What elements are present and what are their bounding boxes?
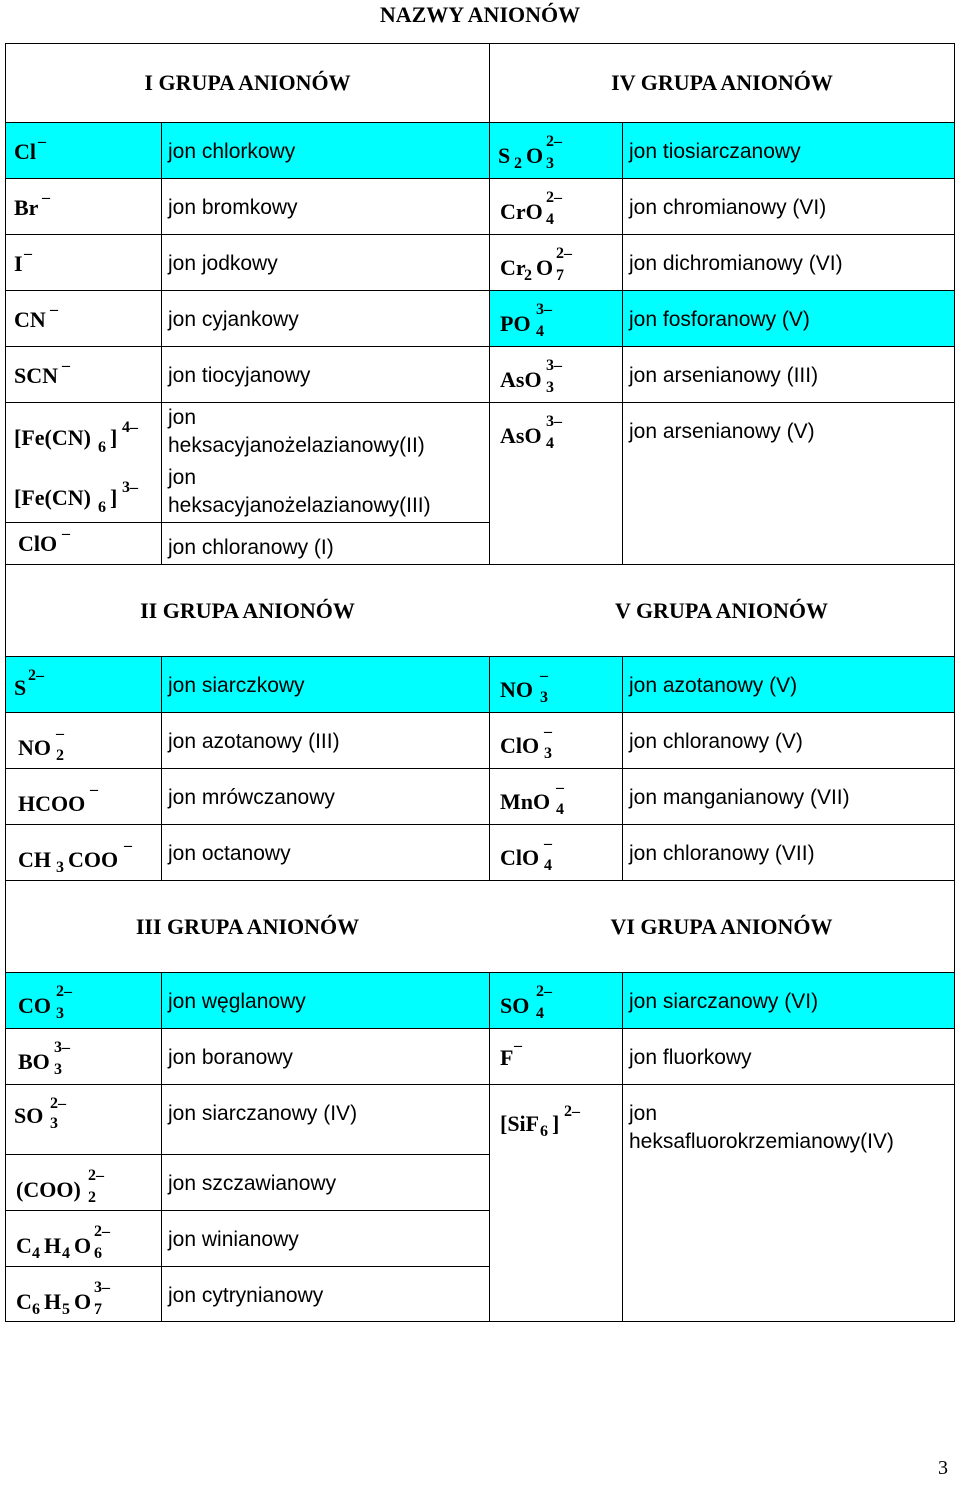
anion-name: jon chromianowy (VI) <box>629 196 827 219</box>
g2-row2-name-cell <box>161 712 489 768</box>
subscript: 3 <box>546 155 554 172</box>
g1-row4-formula-cell <box>6 290 161 346</box>
formula: S <box>498 143 511 168</box>
subscript: 6 <box>98 499 106 516</box>
formula: PO <box>500 311 531 336</box>
subscript: 6 <box>540 1123 548 1140</box>
document-title: NAZWY ANIONÓW <box>379 2 581 27</box>
formula: [SiF <box>500 1111 540 1136</box>
anion-name-line1: jon <box>629 1102 658 1125</box>
subscript: 4 <box>536 323 544 340</box>
g1-row6-7-name-cell <box>161 402 489 522</box>
subscript: 5 <box>62 1301 70 1318</box>
charge: 2– <box>88 1167 104 1184</box>
g4-row5-formula-cell <box>489 346 622 402</box>
charge: 3– <box>546 413 562 430</box>
charge: 3– <box>54 1039 70 1056</box>
subscript: 3 <box>50 1115 58 1132</box>
subscript: 7 <box>556 267 564 284</box>
formula: SO <box>14 1103 44 1128</box>
group-3-heading: III GRUPA ANIONÓW <box>6 880 489 972</box>
formula: C <box>16 1233 32 1258</box>
formula: Cl <box>14 139 36 164</box>
g5-row1-name-cell <box>622 656 954 712</box>
subscript: 2 <box>56 747 64 764</box>
charge: 2– <box>94 1223 110 1240</box>
subscript: 4 <box>32 1245 40 1262</box>
formula: O <box>74 1289 92 1314</box>
anion-name-line2: heksacyjanożelazianowy(III) <box>168 494 431 517</box>
g4-row5-name-cell <box>622 346 954 402</box>
anion-table <box>5 43 955 1322</box>
formula: F <box>500 1045 514 1070</box>
anion-name: jon arsenianowy (III) <box>629 364 819 387</box>
charge: 2– <box>546 133 562 150</box>
subscript: 4 <box>62 1245 70 1262</box>
formula: BO <box>18 1049 50 1074</box>
page-number: 3 <box>938 1457 948 1479</box>
charge: – <box>62 525 70 542</box>
formula: CO <box>18 993 51 1018</box>
g5-row2-formula-cell <box>489 712 622 768</box>
charge: – <box>124 837 132 854</box>
g4-row3-formula-cell <box>489 234 622 290</box>
g1-row4-name-cell <box>161 290 489 346</box>
charge: – <box>540 667 548 684</box>
g3-row3-name-cell <box>161 1084 489 1154</box>
formula: S <box>14 675 27 700</box>
charge: 3– <box>546 357 562 374</box>
g3-row3-formula-cell <box>6 1084 161 1154</box>
anion-name: jon tiosiarczanowy <box>629 140 801 163</box>
formula: I <box>14 251 23 276</box>
g4-row4-formula-cell <box>489 290 622 346</box>
subscript: 6 <box>98 439 106 456</box>
g5-row1-formula-cell <box>489 656 622 712</box>
charge: 2– <box>556 245 572 262</box>
formula: [Fe(CN) <box>14 485 91 510</box>
anion-name: jon chlorkowy <box>168 140 296 163</box>
charge: – <box>514 1037 522 1054</box>
charge: – <box>50 301 58 318</box>
g6-row2-name-cell <box>622 1028 954 1084</box>
g2-row4-formula-cell <box>6 824 161 880</box>
subscript: 3 <box>56 859 64 876</box>
anion-name: jon bromkowy <box>168 196 298 219</box>
g1-row3-name-cell <box>161 234 489 290</box>
g3-row2-name-cell <box>161 1028 489 1084</box>
charge: 3– <box>122 479 138 496</box>
anion-name: jon cyjankowy <box>168 308 299 331</box>
g4-row1-formula-cell <box>489 122 622 178</box>
charge: 2– <box>50 1095 66 1112</box>
formula-bracket: ] <box>552 1111 560 1136</box>
anion-name: jon mrówczanowy <box>168 786 335 809</box>
g6-row2-formula-cell <box>489 1028 622 1084</box>
g3-row4-name-cell <box>161 1154 489 1210</box>
formula: Br <box>14 195 39 220</box>
charge: – <box>56 725 64 742</box>
g6-row3-name-cell <box>622 1084 954 1322</box>
subscript: 3 <box>544 745 552 762</box>
g5-row3-formula-cell <box>489 768 622 824</box>
formula-bracket: ] <box>110 425 118 450</box>
g1-row8-formula-cell <box>6 522 161 564</box>
group-5-heading: V GRUPA ANIONÓW <box>489 564 954 656</box>
anion-name: jon siarczanowy (IV) <box>168 1102 358 1125</box>
g5-row3-name-cell <box>622 768 954 824</box>
anion-name: jon arsenianowy (V) <box>629 420 815 443</box>
formula: Cr <box>500 255 526 280</box>
g3-row6-name-cell <box>161 1266 489 1322</box>
subscript: 6 <box>32 1301 40 1318</box>
formula: CrO <box>500 199 543 224</box>
g5-row4-name-cell <box>622 824 954 880</box>
charge: 2– <box>546 189 562 206</box>
g4-row2-formula-cell <box>489 178 622 234</box>
subscript: 3 <box>54 1061 62 1078</box>
formula: ClO <box>18 531 58 556</box>
charge: 2– <box>536 983 552 1000</box>
charge: – <box>42 189 50 206</box>
g4-row2-name-cell <box>622 178 954 234</box>
formula: CH <box>18 847 51 872</box>
formula: H <box>44 1289 62 1314</box>
anion-name: jon tiocyjanowy <box>168 364 311 387</box>
g2-row4-name-cell <box>161 824 489 880</box>
formula: (COO) <box>16 1177 81 1202</box>
anion-name: jon fluorkowy <box>629 1046 752 1069</box>
anion-name-line1: jon <box>168 466 197 489</box>
g3-row1-formula-cell <box>6 972 161 1028</box>
subscript: 2 <box>88 1189 96 1206</box>
charge: 2– <box>56 983 72 1000</box>
subscript: 3 <box>540 689 548 706</box>
formula: NO <box>500 677 533 702</box>
subscript: 7 <box>94 1301 102 1318</box>
g2-row1-name-cell <box>161 656 489 712</box>
formula: O <box>536 255 554 280</box>
subscript: 4 <box>546 435 554 452</box>
anion-name: jon winianowy <box>168 1228 299 1251</box>
anion-name: jon octanowy <box>168 842 291 865</box>
anion-name: jon jodkowy <box>168 252 278 275</box>
g3-row4-formula-cell <box>6 1154 161 1210</box>
charge: 3– <box>536 301 552 318</box>
g3-row5-name-cell <box>161 1210 489 1266</box>
g4-row1-name-cell <box>622 122 954 178</box>
charge: – <box>544 723 552 740</box>
charge: – <box>544 835 552 852</box>
anion-name: jon węglanowy <box>168 990 306 1013</box>
anion-name: jon chloranowy (V) <box>629 730 803 753</box>
group-1-heading: I GRUPA ANIONÓW <box>144 70 351 95</box>
charge: – <box>62 357 70 374</box>
g4-row6-name-cell <box>622 402 954 564</box>
formula: H <box>44 1233 62 1258</box>
formula: O <box>526 143 544 168</box>
formula: C <box>16 1289 32 1314</box>
formula: SCN <box>14 363 59 388</box>
g3-row5-formula-cell <box>6 1210 161 1266</box>
g1-row2-formula-cell <box>6 178 161 234</box>
g1-row1-name-cell <box>161 122 489 178</box>
anion-name: jon boranowy <box>168 1046 293 1069</box>
anion-name: jon manganianowy (VII) <box>629 786 850 809</box>
formula: NO <box>18 735 51 760</box>
g1-row1-formula-cell <box>6 122 161 178</box>
anion-name: jon szczawianowy <box>168 1172 337 1195</box>
subscript: 3 <box>546 379 554 396</box>
formula-bracket: ] <box>110 485 118 510</box>
formula: CN <box>14 307 46 332</box>
g6-row1-name-cell <box>622 972 954 1028</box>
g1-row5-name-cell <box>161 346 489 402</box>
g6-row3-formula-cell <box>489 1084 622 1322</box>
subscript: 6 <box>94 1245 102 1262</box>
g5-row2-name-cell <box>622 712 954 768</box>
formula: HCOO <box>18 791 86 816</box>
g4-row3-name-cell <box>622 234 954 290</box>
formula: SO <box>500 993 530 1018</box>
formula: AsO <box>500 423 542 448</box>
g1-row2-name-cell <box>161 178 489 234</box>
charge: – <box>24 245 32 262</box>
group-6-heading: VI GRUPA ANIONÓW <box>489 880 954 972</box>
charge: 2– <box>28 667 44 684</box>
g6-row1-formula-cell <box>489 972 622 1028</box>
g2-row3-name-cell <box>161 768 489 824</box>
anion-name: jon azotanowy (V) <box>629 674 798 697</box>
subscript: 4 <box>556 801 564 818</box>
charge: 3– <box>94 1279 110 1296</box>
g3-row2-formula-cell <box>6 1028 161 1084</box>
formula: ClO <box>500 845 540 870</box>
anion-name: jon fosforanowy (V) <box>629 308 810 331</box>
subscript: 4 <box>544 857 552 874</box>
anion-name-line2: heksacyjanożelazianowy(II) <box>168 434 425 457</box>
formula: O <box>74 1233 92 1258</box>
g2-row1-formula-cell <box>6 656 161 712</box>
subscript: 4 <box>536 1005 544 1022</box>
formula: AsO <box>500 367 542 392</box>
subscript: 2 <box>524 267 532 284</box>
g1-row5-formula-cell <box>6 346 161 402</box>
g5-row4-formula-cell <box>489 824 622 880</box>
formula: MnO <box>500 789 551 814</box>
g2-row3-formula-cell <box>6 768 161 824</box>
group-4-heading: IV GRUPA ANIONÓW <box>489 44 954 122</box>
anion-name-line2: heksafluorokrzemianowy(IV) <box>629 1130 894 1153</box>
g1-row8-name-cell <box>161 522 489 564</box>
anion-name-line1: jon <box>168 406 197 429</box>
charge: 2– <box>564 1103 580 1120</box>
anion-name: jon siarczanowy (VI) <box>629 990 819 1013</box>
anion-name: jon chloranowy (VII) <box>629 842 815 865</box>
anion-name: jon cytrynianowy <box>168 1284 324 1307</box>
charge: 4– <box>122 419 138 436</box>
subscript: 4 <box>546 211 554 228</box>
formula: ClO <box>500 733 540 758</box>
g3-row1-name-cell <box>161 972 489 1028</box>
g4-row6-formula-cell <box>489 402 622 564</box>
subscript: 2 <box>514 155 522 172</box>
g1-row6-7-formula-cell <box>6 402 161 522</box>
charge: – <box>90 781 98 798</box>
anion-name: jon dichromianowy (VI) <box>629 252 843 275</box>
anion-name: jon siarczkowy <box>168 674 305 697</box>
charge: – <box>38 133 46 150</box>
charge: – <box>556 779 564 796</box>
anion-name: jon azotanowy (III) <box>168 730 340 753</box>
g2-row2-formula-cell <box>6 712 161 768</box>
anion-name: jon chloranowy (I) <box>168 536 334 559</box>
subscript: 3 <box>56 1005 64 1022</box>
g1-row3-formula-cell <box>6 234 161 290</box>
formula: COO <box>68 847 119 872</box>
formula: [Fe(CN) <box>14 425 91 450</box>
g4-row4-name-cell <box>622 290 954 346</box>
g3-row6-formula-cell <box>6 1266 161 1322</box>
group-2-heading: II GRUPA ANIONÓW <box>6 564 489 656</box>
